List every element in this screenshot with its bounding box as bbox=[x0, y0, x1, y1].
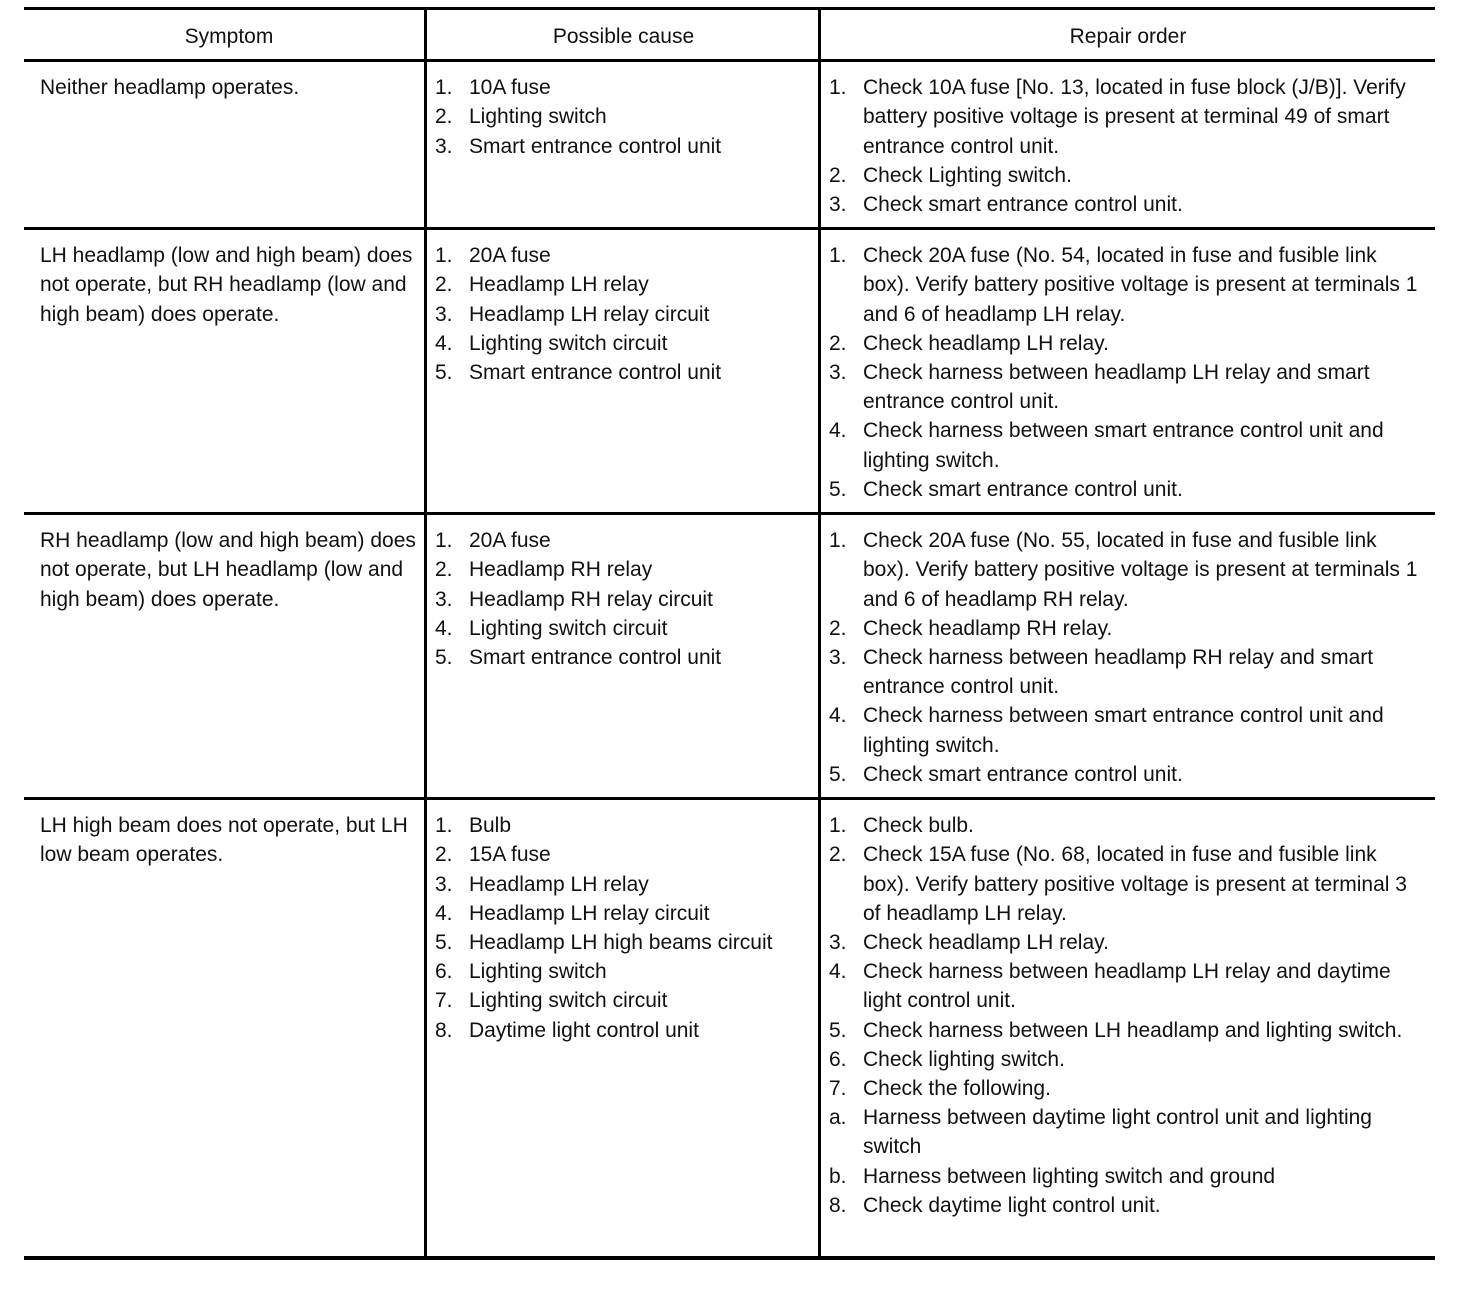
item-number: 1. bbox=[829, 529, 847, 553]
repair-list-item bbox=[829, 1074, 1425, 1103]
cause-list-item bbox=[435, 270, 812, 299]
item-number: 3. bbox=[829, 193, 847, 217]
item-text: Check harness between headlamp LH relay and smart entrance control unit. bbox=[863, 361, 1370, 414]
item-number: 1. bbox=[435, 76, 453, 100]
item-number: 3. bbox=[829, 931, 847, 955]
cause-list-item bbox=[435, 102, 812, 131]
item-number: 2. bbox=[435, 558, 453, 582]
header-symptom: Symptom bbox=[184, 25, 274, 48]
item-number: 6. bbox=[435, 960, 453, 984]
item-text: Check bulb. bbox=[863, 814, 974, 838]
item-number: 1. bbox=[435, 244, 453, 268]
item-text: 10A fuse bbox=[469, 76, 551, 100]
possible-cause-cell bbox=[424, 230, 818, 512]
cause-list-item bbox=[435, 928, 812, 957]
table-row bbox=[24, 230, 1435, 515]
table-header-row bbox=[24, 10, 1435, 62]
symptom-cell: Neither headlamp operates. bbox=[40, 76, 300, 100]
item-text: Check Lighting switch. bbox=[863, 163, 1072, 187]
item-text: Check harness between headlamp RH relay and smart entrance control unit. bbox=[863, 646, 1374, 699]
item-number: 3. bbox=[435, 134, 453, 158]
symptom-cell: RH headlamp (low and high beam) does not operate, but LH headlamp (low and high beam) does operate. bbox=[40, 529, 416, 611]
possible-cause-cell bbox=[424, 62, 818, 227]
repair-list-item bbox=[829, 1103, 1425, 1161]
item-number: 6. bbox=[829, 1047, 847, 1071]
cause-list-item bbox=[435, 300, 812, 329]
item-text: Headlamp LH high beams circuit bbox=[469, 931, 773, 955]
item-number: 2. bbox=[435, 273, 453, 297]
item-number: 1. bbox=[435, 814, 453, 838]
item-text: Lighting switch bbox=[469, 105, 607, 129]
item-number: 8. bbox=[435, 1018, 453, 1042]
item-number: 5. bbox=[829, 1018, 847, 1042]
repair-list-item bbox=[829, 643, 1425, 701]
item-text: Check 20A fuse (No. 55, located in fuse and fusible link box). Verify battery positive voltage is present at terminals 1 and 6 of headlamp RH relay. bbox=[863, 529, 1418, 611]
repair-order-cell bbox=[818, 62, 1435, 227]
item-number: 1. bbox=[829, 244, 847, 268]
cause-list-item bbox=[435, 840, 812, 869]
cause-list-item bbox=[435, 643, 812, 672]
item-text: Check smart entrance control unit. bbox=[863, 193, 1183, 217]
symptom-cell: LH headlamp (low and high beam) does not operate, but RH headlamp (low and high beam) does operate. bbox=[40, 244, 413, 326]
item-text: Check harness between LH headlamp and lighting switch. bbox=[863, 1018, 1403, 1042]
item-text: Headlamp RH relay circuit bbox=[469, 587, 713, 611]
item-text: Lighting switch circuit bbox=[469, 331, 668, 355]
item-text: Check headlamp RH relay. bbox=[863, 616, 1113, 640]
item-text: Check 20A fuse (No. 54, located in fuse and fusible link box). Verify battery positive voltage is present at terminals 1 and 6 of headlamp LH relay. bbox=[863, 244, 1418, 326]
item-text: Headlamp LH relay bbox=[469, 273, 649, 297]
repair-list-item bbox=[829, 701, 1425, 759]
cause-list-item bbox=[435, 585, 812, 614]
repair-list-item bbox=[829, 840, 1425, 928]
repair-list-item bbox=[829, 957, 1425, 1015]
item-number: 5. bbox=[435, 646, 453, 670]
item-number: 5. bbox=[435, 931, 453, 955]
repair-order-cell bbox=[818, 800, 1435, 1256]
item-text: Headlamp LH relay bbox=[469, 872, 649, 896]
possible-cause-cell bbox=[424, 800, 818, 1256]
cause-list-item bbox=[435, 614, 812, 643]
item-text: Check headlamp LH relay. bbox=[863, 931, 1109, 955]
repair-list-item bbox=[829, 1162, 1425, 1191]
item-text: 20A fuse bbox=[469, 244, 551, 268]
cause-list-item bbox=[435, 132, 812, 161]
repair-list-item bbox=[829, 190, 1425, 219]
header-repair-order: Repair order bbox=[818, 10, 1435, 59]
item-number: 4. bbox=[829, 960, 847, 984]
repair-list-item bbox=[829, 241, 1425, 329]
item-number: 2. bbox=[829, 616, 847, 640]
cause-list-item bbox=[435, 986, 812, 1015]
item-text: Check lighting switch. bbox=[863, 1047, 1065, 1071]
repair-list-item bbox=[829, 1191, 1425, 1220]
item-text: Smart entrance control unit bbox=[469, 646, 722, 670]
table-row bbox=[24, 800, 1435, 1256]
item-text: Daytime light control unit bbox=[469, 1018, 699, 1042]
item-number: 3. bbox=[829, 646, 847, 670]
item-text: Check 15A fuse (No. 68, located in fuse and fusible link box). Verify battery positive voltage is present at terminal 3 of headlamp LH relay. bbox=[863, 843, 1407, 925]
cause-list-item bbox=[435, 73, 812, 102]
troubleshooting-table bbox=[24, 7, 1435, 1260]
item-text: Check headlamp LH relay. bbox=[863, 331, 1109, 355]
item-number: 3. bbox=[435, 872, 453, 896]
repair-order-cell bbox=[818, 515, 1435, 797]
cause-list-item bbox=[435, 899, 812, 928]
item-number: 1. bbox=[829, 76, 847, 100]
cause-list-item bbox=[435, 358, 812, 387]
repair-list-item bbox=[829, 73, 1425, 161]
cause-list-item bbox=[435, 329, 812, 358]
repair-list-item bbox=[829, 614, 1425, 643]
item-text: Check harness between smart entrance control unit and lighting switch. bbox=[863, 704, 1384, 757]
item-number: 4. bbox=[435, 901, 453, 925]
item-number: 3. bbox=[435, 587, 453, 611]
item-text: Check daytime light control unit. bbox=[863, 1193, 1161, 1217]
item-text: 15A fuse bbox=[469, 843, 551, 867]
item-number: 2. bbox=[829, 331, 847, 355]
item-text: Lighting switch circuit bbox=[469, 616, 668, 640]
item-text: Lighting switch circuit bbox=[469, 989, 668, 1013]
item-number: 5. bbox=[829, 762, 847, 786]
item-text: Check smart entrance control unit. bbox=[863, 762, 1183, 786]
repair-list-item bbox=[829, 416, 1425, 474]
item-text: Smart entrance control unit bbox=[469, 361, 722, 385]
repair-list-item bbox=[829, 526, 1425, 614]
item-text: Smart entrance control unit bbox=[469, 134, 722, 158]
item-text: 20A fuse bbox=[469, 529, 551, 553]
item-number: 4. bbox=[435, 616, 453, 640]
repair-list-item bbox=[829, 1045, 1425, 1074]
item-number: 1. bbox=[435, 529, 453, 553]
item-text: Check smart entrance control unit. bbox=[863, 477, 1183, 501]
item-text: Check harness between headlamp LH relay and daytime light control unit. bbox=[863, 960, 1391, 1013]
item-number: 2. bbox=[435, 105, 453, 129]
repair-list-item bbox=[829, 475, 1425, 504]
item-number: 4. bbox=[829, 704, 847, 728]
repair-list-item bbox=[829, 928, 1425, 957]
item-number: a. bbox=[829, 1106, 847, 1130]
item-text: Harness between daytime light control unit and lighting switch bbox=[863, 1106, 1372, 1159]
item-text: Headlamp LH relay circuit bbox=[469, 302, 710, 326]
item-text: Headlamp LH relay circuit bbox=[469, 901, 710, 925]
item-text: Lighting switch bbox=[469, 960, 607, 984]
cause-list-item bbox=[435, 526, 812, 555]
item-number: 1. bbox=[829, 814, 847, 838]
repair-order-cell bbox=[818, 230, 1435, 512]
item-text: Check 10A fuse [No. 13, located in fuse block (J/B)]. Verify battery positive voltage is present at terminal 49 of smart entrance control unit. bbox=[863, 76, 1406, 158]
cause-list-item bbox=[435, 241, 812, 270]
item-number: 5. bbox=[435, 361, 453, 385]
table-row bbox=[24, 62, 1435, 230]
cause-list-item bbox=[435, 957, 812, 986]
item-number: 3. bbox=[435, 302, 453, 326]
repair-list-item bbox=[829, 811, 1425, 840]
item-number: 7. bbox=[829, 1077, 847, 1101]
cause-list-item bbox=[435, 870, 812, 899]
item-number: 4. bbox=[435, 331, 453, 355]
symptom-cell: LH high beam does not operate, but LH low beam operates. bbox=[40, 814, 408, 867]
cause-list-item bbox=[435, 555, 812, 584]
item-number: 7. bbox=[435, 989, 453, 1013]
item-text: Harness between lighting switch and ground bbox=[863, 1164, 1276, 1188]
cause-list-item bbox=[435, 1016, 812, 1045]
item-number: 4. bbox=[829, 419, 847, 443]
item-number: 2. bbox=[829, 163, 847, 187]
repair-list-item bbox=[829, 161, 1425, 190]
repair-list-item bbox=[829, 1016, 1425, 1045]
item-number: 3. bbox=[829, 361, 847, 385]
possible-cause-cell bbox=[424, 515, 818, 797]
item-number: 2. bbox=[829, 843, 847, 867]
item-text: Check harness between smart entrance control unit and lighting switch. bbox=[863, 419, 1384, 472]
repair-list-item bbox=[829, 760, 1425, 789]
item-number: 5. bbox=[829, 477, 847, 501]
table-row bbox=[24, 515, 1435, 800]
item-number: b. bbox=[829, 1164, 847, 1188]
header-possible-cause: Possible cause bbox=[424, 10, 818, 59]
item-number: 2. bbox=[435, 843, 453, 867]
item-number: 8. bbox=[829, 1193, 847, 1217]
item-text: Headlamp RH relay bbox=[469, 558, 653, 582]
repair-list-item bbox=[829, 329, 1425, 358]
item-text: Bulb bbox=[469, 814, 512, 838]
item-text: Check the following. bbox=[863, 1077, 1051, 1101]
cause-list-item bbox=[435, 811, 812, 840]
repair-list-item bbox=[829, 358, 1425, 416]
